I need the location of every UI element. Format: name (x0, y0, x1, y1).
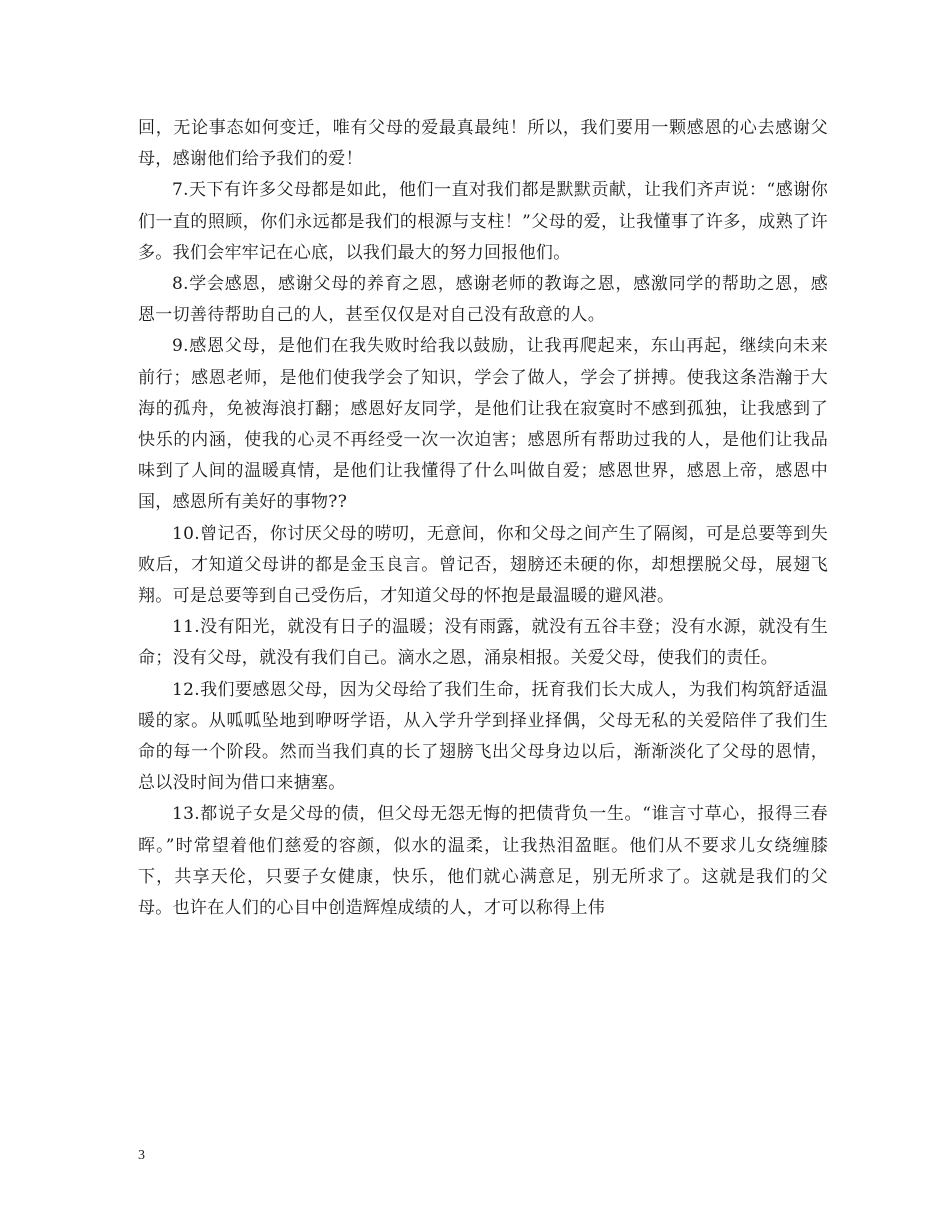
paragraph-7: 7.天下有许多父母都是如此，他们一直对我们都是默默贡献，让我们齐声说：“感谢你们一直的照顾，你们永远都是我们的根源与支柱！”父母的爱，让我懂事了许多，成熟了许多。我们会牢牢记在心底，以我们最大的努力回报他们。 (138, 180, 828, 263)
document-body (138, 113, 828, 924)
paragraph-10: 10.曾记否，你讨厌父母的唠叨，无意间，你和父母之间产生了隔阂，可是总要等到失败后，才知道父母讲的都是金玉良言。曾记否，翅膀还未硬的你，却想摆脱父母，展翅飞翔。可是总要等到自己受伤后，才知道父母的怀抱是最温暖的避风港。 (138, 523, 828, 607)
page-number: 3 (138, 1148, 145, 1163)
paragraph-12: 12.我们要感恩父母，因为父母给了我们生命，抚育我们长大成人，为我们构筑舒适温暖的家。从呱呱坠地到咿呀学语，从入学升学到择业择偶，父母无私的关爱陪伴了我们生命的每一个阶段。然而当我们真的长了翅膀飞出父母身边以后，渐渐淡化了父母的恩情，总以没时间为借口来搪塞。 (138, 679, 828, 794)
paragraph-continuation: 回，无论事态如何变迁，唯有父母的爱最真最纯！所以，我们要用一颗感恩的心去感谢父母，感谢他们给予我们的爱！ (138, 118, 828, 170)
paragraph-13: 13.都说子女是父母的债，但父母无怨无悔的把债背负一生。“谁言寸草心，报得三春晖。”时常望着他们慈爱的容颜，似水的温柔，让我热泪盈眶。他们从不要求儿女绕缠膝下，共享天伦，只要子女健康，快乐，他们就心满意足，别无所求了。这就是我们的父母。也许在人们的心目中创造辉煌成绩的人，才可以称得上伟 (138, 804, 828, 919)
paragraph-11: 11.没有阳光，就没有日子的温暖；没有雨露，就没有五谷丰登；没有水源，就没有生命；没有父母，就没有我们自己。滴水之恩，涌泉相报。关爱父母，使我们的责任。 (138, 617, 828, 669)
paragraph-8: 8.学会感恩，感谢父母的养育之恩，感谢老师的教诲之恩，感激同学的帮助之恩，感恩一切善待帮助自己的人，甚至仅仅是对自己没有敌意的人。 (138, 274, 828, 326)
paragraph-9: 9.感恩父母，是他们在我失败时给我以鼓励，让我再爬起来，东山再起，继续向未来前行；感恩老师，是他们使我学会了知识，学会了做人，学会了拼搏。使我这条浩瀚于大海的孤舟，免被海浪打翻；感恩好友同学，是他们让我在寂寞时不感到孤独，让我感到了快乐的内涵，使我的心灵不再经受一次一次迫害；感恩所有帮助过我的人，是他们让我品味到了人间的温暖真情，是他们让我懂得了什么叫做自爱；感恩世界，感恩上帝，感恩中国，感恩所有美好的事物?? (138, 336, 828, 513)
